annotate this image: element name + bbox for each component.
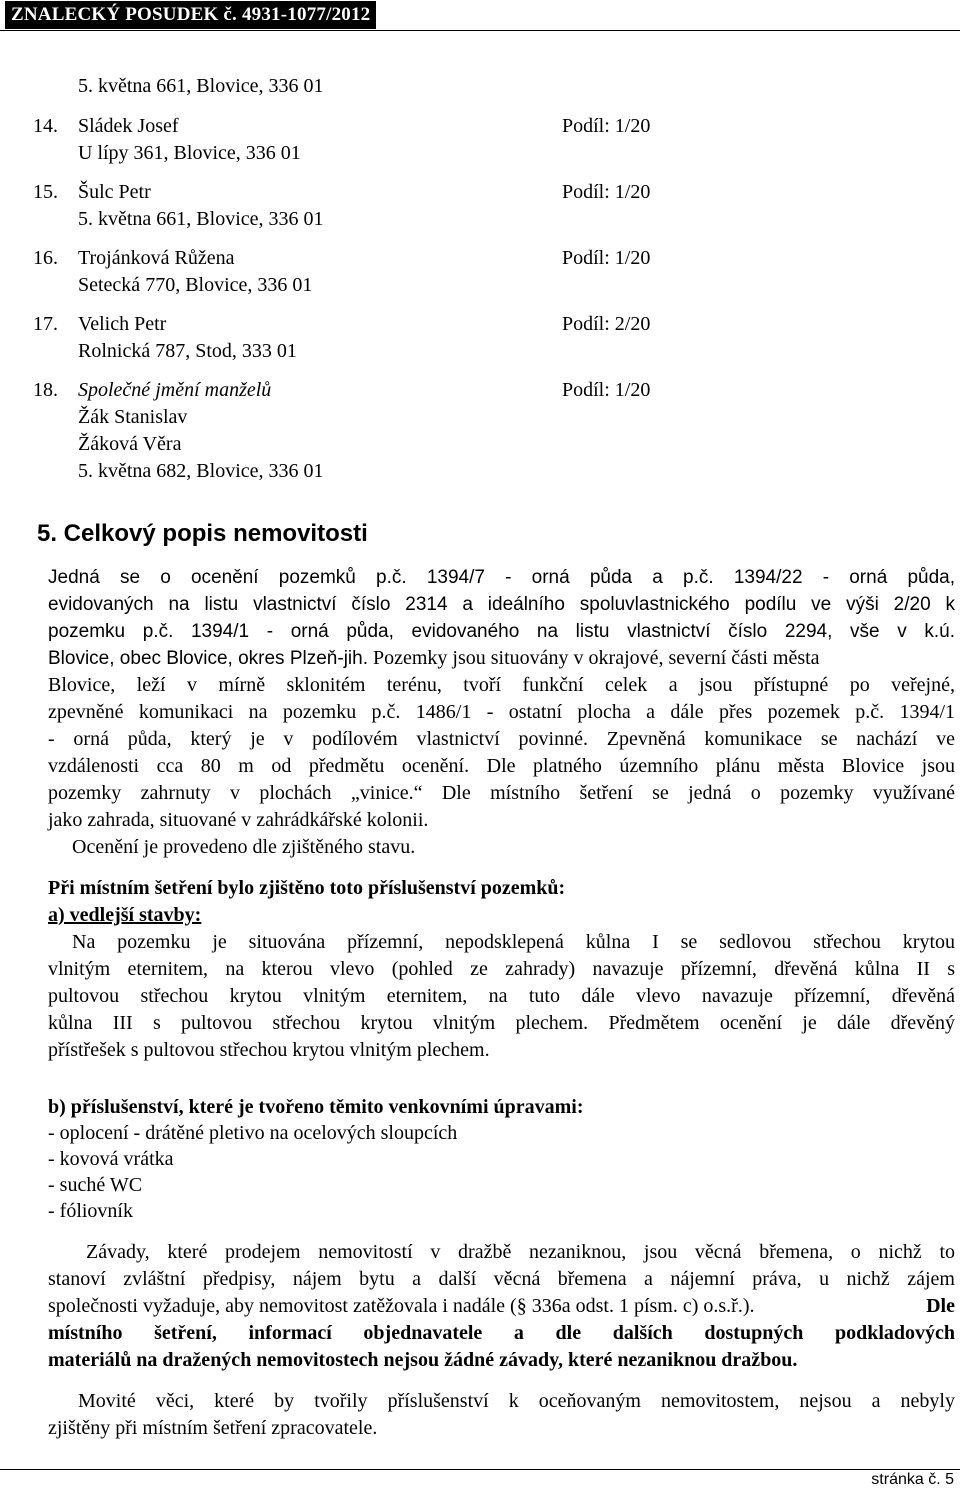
- owner-name: Trojánková Růžena: [78, 247, 235, 269]
- text-fragment: společnosti vyžaduje, aby nemovitost zatěžovala i nadále (§ 336a odst. 1 písm. c) o.s.ř.).: [48, 1295, 755, 1317]
- owner-share: Podíl: 1/20: [562, 181, 651, 203]
- owner-name: Velich Petr: [78, 313, 167, 335]
- description-paragraph: [48, 564, 955, 861]
- text-line: Na pozemku je situována přízemní, nepodsklepená kůlna I se sedlovou střechou krytou: [72, 931, 955, 953]
- text-line: - orná půda, který je v podílovém vlastnictví povinné. Zpevněná komunikace se nachází ve: [48, 728, 955, 750]
- list-item: - fóliovník: [48, 1200, 133, 1222]
- owner-name: Sládek Josef: [78, 115, 179, 137]
- text-line: pozemku p.č. 1394/1 - orná půda, evidovaného na listu vlastnictví číslo 2294, vše v k.ú.: [48, 621, 955, 642]
- page-header: [0, 0, 960, 31]
- owner-address: U lípy 361, Blovice, 336 01: [78, 142, 301, 164]
- owner-share: Podíl: 1/20: [562, 115, 651, 137]
- text-line: vlnitým eternitem, na kterou vlevo (pohled ze zahrady) navazuje přízemní, dřevěná kůlna II s: [48, 958, 955, 980]
- owner-address-top: 5. května 661, Blovice, 336 01: [78, 75, 324, 97]
- owner-address: 5. května 661, Blovice, 336 01: [78, 208, 324, 230]
- text-line: Ocenění je provedeno dle zjištěného stavu.: [72, 836, 416, 858]
- text-line: jako zahrada, situované v zahrádkářské kolonii.: [48, 809, 429, 831]
- page-number: stránka č. 5: [871, 1471, 954, 1488]
- defects-paragraph: [48, 1239, 955, 1374]
- outbuildings-paragraph: [48, 929, 955, 1064]
- list-item: - suché WC: [48, 1174, 143, 1196]
- text-line: materiálů na dražených nemovitostech nejsou žádné závady, které nezaniknou dražbou.: [48, 1349, 798, 1371]
- owner-address: Setecká 770, Blovice, 336 01: [78, 274, 313, 296]
- text-line: stanoví zvláštní předpisy, nájem bytu a další věcná břemena a nájemní práva, u nichž zájem: [48, 1268, 955, 1290]
- owner-share: Podíl: 2/20: [562, 313, 651, 335]
- text-line: zjištěny při místním šetření zpracovatele.: [48, 1417, 378, 1439]
- text-line: pultovou střechou krytou vlnitým eternitem, na tuto dále vlevo navazuje přízemní, dřevěná: [48, 985, 955, 1007]
- joint-member: Žáková Věra: [78, 433, 182, 455]
- owner-number: 17.: [33, 313, 58, 335]
- owner-number: 18.: [33, 379, 58, 401]
- text-line: místního šetření, informací objednavatele a dle dalších dostupných podkladových: [48, 1322, 955, 1344]
- owner-address: Rolnická 787, Stod, 333 01: [78, 340, 297, 362]
- text-line: Jedná se o ocenění pozemků p.č. 1394/7 - orná půda a p.č. 1394/22 - orná půda,: [48, 567, 955, 588]
- text-line: Závady, které prodejem nemovitostí v dražbě nezaniknou, jsou věcná břemena, o nichž to: [86, 1241, 955, 1263]
- owner-number: 14.: [33, 115, 58, 137]
- owner-number: 15.: [33, 181, 58, 203]
- text-line: [48, 1293, 955, 1320]
- owner-name: Šulc Petr: [78, 181, 151, 203]
- text-line: evidovaných na listu vlastnictví číslo 2314 a ideálního spoluvlastnického podílu ve výši 2/20 k: [48, 594, 955, 615]
- list-item: - kovová vrátka: [48, 1148, 174, 1170]
- owner-address: 5. května 682, Blovice, 336 01: [78, 460, 324, 482]
- section-heading: 5. Celkový popis nemovitosti: [37, 520, 368, 547]
- footer-divider: [0, 1469, 960, 1470]
- text-line: [48, 645, 955, 672]
- joint-ownership-title: Společné jmění manželů: [78, 379, 272, 401]
- text-fragment: Pozemky jsou situovány v okrajové, severní části města: [367, 647, 820, 669]
- list-item: - oplocení - drátěné pletivo na ocelových sloupcích: [48, 1122, 458, 1144]
- text-fragment: Dle: [926, 1295, 955, 1317]
- owner-number: 16.: [33, 247, 58, 269]
- outbuildings-heading: a) vedlejší stavby:: [48, 904, 202, 926]
- joint-member: Žák Stanislav: [78, 406, 188, 428]
- text-line: Blovice, leží v mírně sklonitém terénu, tvoří funkční celek a jsou přístupné po veřejné,: [48, 674, 955, 696]
- text-line: zpevněné komunikaci na pozemku p.č. 1486/1 - ostatní plocha a dále přes pozemek p.č. 1394/1: [48, 701, 955, 723]
- text-line: Movité věci, které by tvořily příslušenství k oceňovaným nemovitostem, nejsou a nebyly: [78, 1390, 955, 1412]
- movables-paragraph: [48, 1388, 955, 1442]
- owner-share: Podíl: 1/20: [562, 379, 651, 401]
- text-line: vzdálenosti cca 80 m od předmětu ocenění. Dle platného územního plánu města Blovice jsou: [48, 755, 955, 777]
- text-line: pozemky zahrnuty v plochách „vinice.“ Dle místního šetření se jedná o pozemky využívané: [48, 782, 955, 804]
- accessories-heading: Při místním šetření bylo zjištěno toto příslušenství pozemků:: [48, 877, 566, 899]
- outdoor-works-heading: b) příslušenství, které je tvořeno těmito venkovními úpravami:: [48, 1096, 584, 1118]
- document-title: ZNALECKÝ POSUDEK č. 4931-1077/2012: [5, 1, 376, 29]
- text-line: přístřešek s pultovou střechou krytou vlnitým plechem.: [48, 1039, 490, 1061]
- text-fragment: Blovice, obec Blovice, okres Plzeň-jih.: [48, 648, 368, 669]
- owner-share: Podíl: 1/20: [562, 247, 651, 269]
- text-line: kůlna III s pultovou střechou krytou vlnitým plechem. Předmětem ocenění je dále dřevěný: [48, 1012, 955, 1034]
